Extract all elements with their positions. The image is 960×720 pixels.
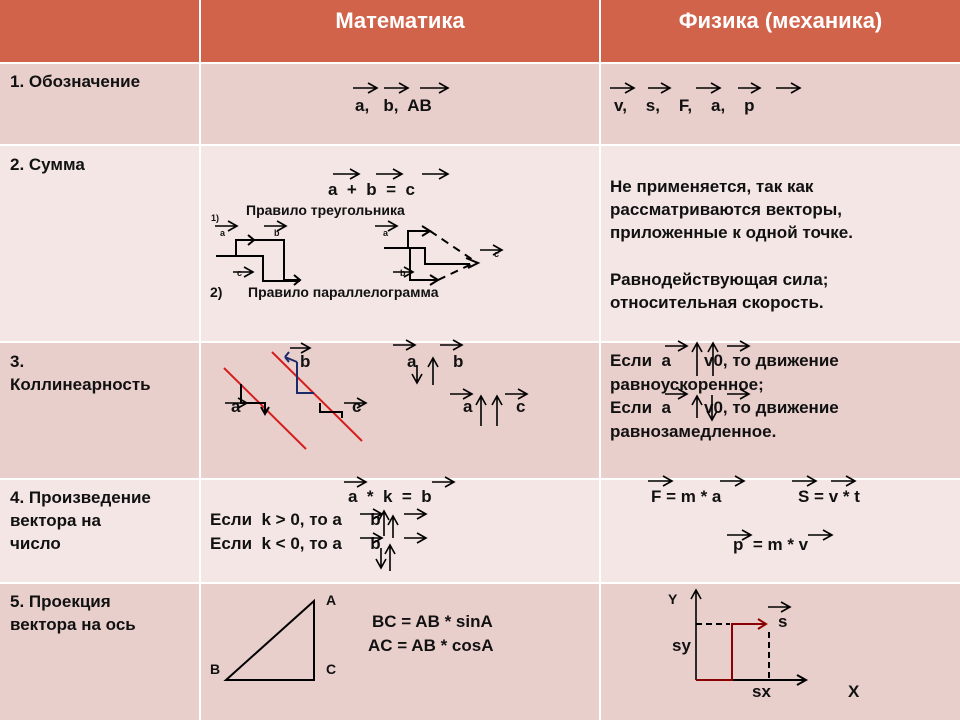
diag-label-b: b: [274, 228, 280, 238]
rule1-number: 1): [211, 213, 220, 223]
formula-ac: AC = AB * cosA: [368, 636, 494, 655]
row1-math: a, b, AB: [355, 96, 432, 115]
row2-physics-line: Равнодействующая сила;: [610, 270, 829, 289]
row4-label: вектора на: [10, 511, 101, 530]
rule1-text: Правило треугольника: [246, 202, 405, 218]
opposite-label-b: b: [453, 352, 464, 371]
same-label-a: a: [463, 397, 473, 416]
row3-math-cell: [201, 343, 599, 478]
header-math: Математика: [201, 0, 599, 62]
row4-math-line: Если k < 0, то a b: [210, 534, 381, 553]
row5-physics-cell: [601, 584, 960, 720]
diag-label-c: c: [237, 268, 243, 278]
row1-label: 1. Обозначение: [10, 72, 141, 91]
rule2-text: Правило параллелограмма: [248, 284, 439, 300]
collinear-label-c: c: [352, 397, 362, 416]
triangle-label-a: A: [326, 592, 337, 608]
formula-momentum: p = m * v: [733, 535, 809, 554]
header-physics: Физика (механика): [601, 0, 960, 62]
row2-physics-line: Не применяется, так как: [610, 177, 814, 196]
diag-label-a2: a: [383, 228, 389, 238]
row2-physics-line: рассматриваются векторы,: [610, 200, 842, 219]
graph-label-y: Y: [668, 591, 678, 607]
diag-label-b2: b: [400, 268, 406, 278]
header-cell-empty: [0, 0, 199, 62]
same-label-c: c: [516, 397, 526, 416]
row1-physics: v, s, F, a, p: [614, 96, 755, 115]
row2-math-cell: [201, 146, 599, 341]
row4-label: число: [10, 534, 61, 553]
row2-physics-line: приложенные к одной точке.: [610, 223, 853, 242]
row3-physics-line: Если a v0, то движение: [610, 398, 839, 417]
graph-label-s: s: [778, 612, 788, 631]
triangle-label-c: C: [326, 661, 337, 677]
formula-bc: BC = AB * sinA: [372, 612, 493, 631]
row2-math-formula: a + b = c: [328, 180, 415, 199]
row3-physics-line: Если a v0, то движение: [610, 351, 839, 370]
rule2-number: 2): [210, 284, 223, 300]
graph-label-sx: sx: [752, 682, 771, 701]
opposite-label-a: a: [407, 352, 417, 371]
collinear-label-a: a: [231, 397, 241, 416]
diag-label-a: a: [220, 228, 226, 238]
row4-math-line: Если k > 0, то a b: [210, 510, 381, 529]
formula-displacement: S = v * t: [798, 487, 860, 506]
row3-physics-line: равнозамедленное.: [610, 422, 777, 441]
row3-label: Коллинеарность: [10, 375, 151, 394]
graph-label-sy: sy: [672, 636, 691, 655]
row4-math-formula: a * k = b: [348, 487, 432, 506]
row4-label: 4. Произведение: [10, 488, 151, 507]
row3-label: 3.: [10, 352, 25, 371]
graph-label-x: X: [848, 682, 860, 701]
row2-label: 2. Сумма: [10, 155, 85, 174]
triangle-label-b: B: [210, 661, 221, 677]
row2-physics-line: относительная скорость.: [610, 293, 824, 312]
row5-label: вектора на ось: [10, 615, 136, 634]
collinear-label-b: b: [300, 352, 311, 371]
diag-label-c2: c: [494, 249, 500, 259]
row3-label-cell: [0, 343, 199, 478]
formula-force: F = m * a: [651, 487, 722, 506]
row3-physics-line: равноускоренное;: [610, 375, 764, 394]
row5-label: 5. Проекция: [10, 592, 111, 611]
